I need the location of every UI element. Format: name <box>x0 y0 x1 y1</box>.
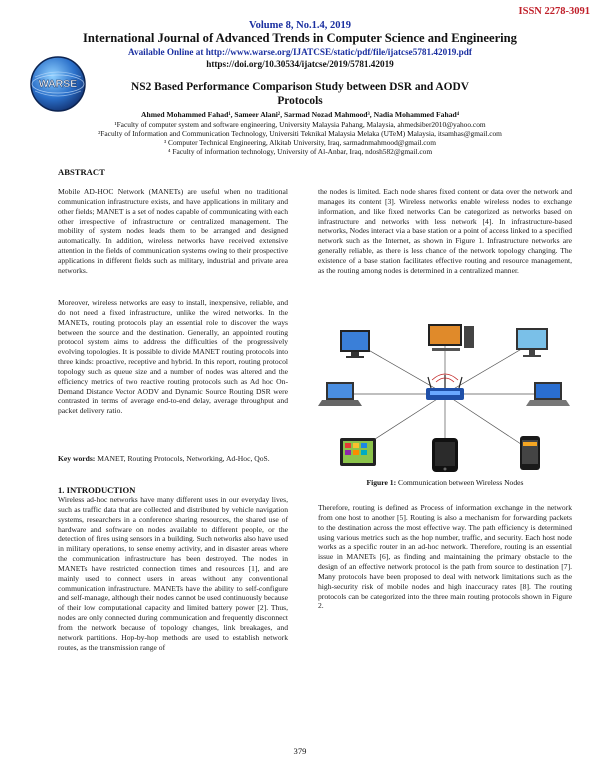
issn-label: ISSN 2278-3091 <box>518 6 590 17</box>
abstract-para-1: Mobile AD-HOC Network (MANETs) are useful when no traditional communication infrastructure exists, and have applications in military and other fields; MANET is a set of nodes capable of communicating with each other irrespective of infrastructure or centralized management. The mobility of system nodes leads them to be arranged and designed automatically. In addition, wireless networks have received extensive attention in the fields of communication systems owing to their prospective applications in different fields such as military, industrial and private area networks. <box>58 187 288 275</box>
wireless-network-figure <box>318 322 572 474</box>
affiliation-2: ²Faculty of Information and Communication Technology, Universiti Teknikal Malaysia Melaka (UTeM) Malaysia, itsamhas@gmail.com <box>98 129 502 138</box>
abstract-heading: ABSTRACT <box>58 167 105 177</box>
volume-label: Volume 8, No.1.4, 2019 <box>249 20 351 31</box>
available-online-link[interactable]: Available Online at http://www.warse.org/IJATCSE/static/pdf/file/ijatcse5781.42019.pdf <box>128 47 472 57</box>
authors: Ahmed Mohammed Fahad¹, Sameer Alani², Sarmad Nozad Mahmood³, Nadia Mohammed Fahad⁴ <box>140 110 459 119</box>
title-line-1: NS2 Based Performance Comparison Study between DSR and AODV <box>131 81 469 93</box>
title-line-2: Protocols <box>277 95 323 107</box>
desktop-pc-icon <box>428 324 474 351</box>
abstract-para-2: Moreover, wireless networks are easy to install, inexpensive, reliable, and do not need a fixed infrastructure, unlike the wired networks. In the MANETs, routing protocols play an essential role to discover the ways between the source and the destination. Generally, an appointed routing protocol system aims to address the difficulties of the progressively evolving topologies. It is possible to divide MANET routing protocols into three kinds: proactive, receptive and hybrid. In this report, routing protocol topology such as queue size and a number of nodes was altered and the efficiency metrics of two reactive routing protocols such as Ad hoc On-Demand Distance Vector AODV and Dynamic Source Routing DSR were contrasted in terms of average end-to-end delay, average throughput and packet delivery ratio. <box>58 298 288 416</box>
smartphone-icon <box>432 438 458 472</box>
desktop-monitor-icon <box>340 330 370 358</box>
right-para-1: the nodes is limited. Each node shares fixed content or data over the network and manages its content [3]. Wireless networks enable wireless nodes to exchange information, and like fixed networks Can be categorized as networks based on infrastructure and networks with less network [4]. In infrastructure-based networks, Nodes interact via a base station or a point of access linked to a specified network such as the Internet, as shown in Figure 1. Infrastructure networks are generally reliable, as there is less chance of the network topology changing. The existence of a base station facilitates effective routing and resource management, as the routing among nodes is determined in a centralized manner. <box>318 187 572 275</box>
affiliation-4: ⁴ Faculty of information technology, University of Al-Anbar, Iraq, ndosh582@gmail.com <box>167 147 433 156</box>
mobile-phone-icon <box>520 436 540 470</box>
introduction-heading: 1. INTRODUCTION <box>58 485 136 495</box>
introduction-text: Wireless ad-hoc networks have many different uses in our everyday lives, such as traffic data that are collected and distributed by vehicle navigation systems, researchers in a conference sharing resources, the shared use of hardware and software on nodes available to different people, or the detection of fires using sensors in a building. Such networks also have used in military operations, to sense enemy activity, and in disaster areas where the communication infrastructure has been destroyed. The nodes in MANETs have restricted connection times and resources [1], and are mainly used to connect users in areas without any conventional communication infrastructure. MANETs have the ability to self-configure and self-manage, although their nodes cannot be used continuously because of their low computational capacity and limited battery power [2]. Thus, nodes are only connected during communication and frequently disconnect from the network because of topology changes, link breakages, and network partitions. Hop-by-hop methods are used to establish network routes, as the transmission range of <box>58 495 288 652</box>
paper-title <box>110 80 490 108</box>
tablet-icon <box>340 438 376 466</box>
router-icon <box>426 374 464 400</box>
affiliation-1: ¹Faculty of computer system and software engineering, University Malaysia Pahang, Malaysia, ahmedsiber2010@yahoo.com <box>114 120 486 129</box>
figure-label: Figure 1: <box>366 478 397 487</box>
lcd-monitor-icon <box>516 328 548 357</box>
right-para-2: Therefore, routing is defined as Process of information exchange in the network from one host to another [5]. Routing is also a mechanism for forwarding packets to the destination across the most effective way. The path efficiency is determined using various metrics such as the hop number, traffic, and security. Each host node works as a specific router in an ad-hoc network. Therefore, routing is an essential issue in MANETs [6], as finding and maintaining the primary obstacle to the design of an effective network protocol is the path from source to destination [7]. Many protocols have been proposed to deal with network limitations such as the high-security risk of mobile nodes and high inaccuracy rates [8]. The routing protocols can be categorized into the three main routing protocols shown in Figure 2. <box>318 503 572 611</box>
warse-logo <box>29 55 87 113</box>
figure-caption <box>318 478 572 487</box>
keywords-text: MANET, Routing Protocols, Networking, Ad-Hoc, QoS. <box>97 454 270 463</box>
page-number: 379 <box>293 746 307 756</box>
figure-caption-text: Communication between Wireless Nodes <box>398 478 524 487</box>
logo-text: WARSE <box>38 78 78 90</box>
keywords <box>58 454 288 464</box>
affiliation-3: ³ Computer Technical Engineering, Alkitab University, Iraq, sarmadnmahmood@gmail.com <box>163 138 437 147</box>
journal-title: International Journal of Advanced Trends in Computer Science and Engineering <box>83 31 517 45</box>
keywords-label: Key words: <box>58 454 96 463</box>
doi-link[interactable]: https://doi.org/10.30534/ijatcse/2019/5781.42019 <box>206 59 394 69</box>
